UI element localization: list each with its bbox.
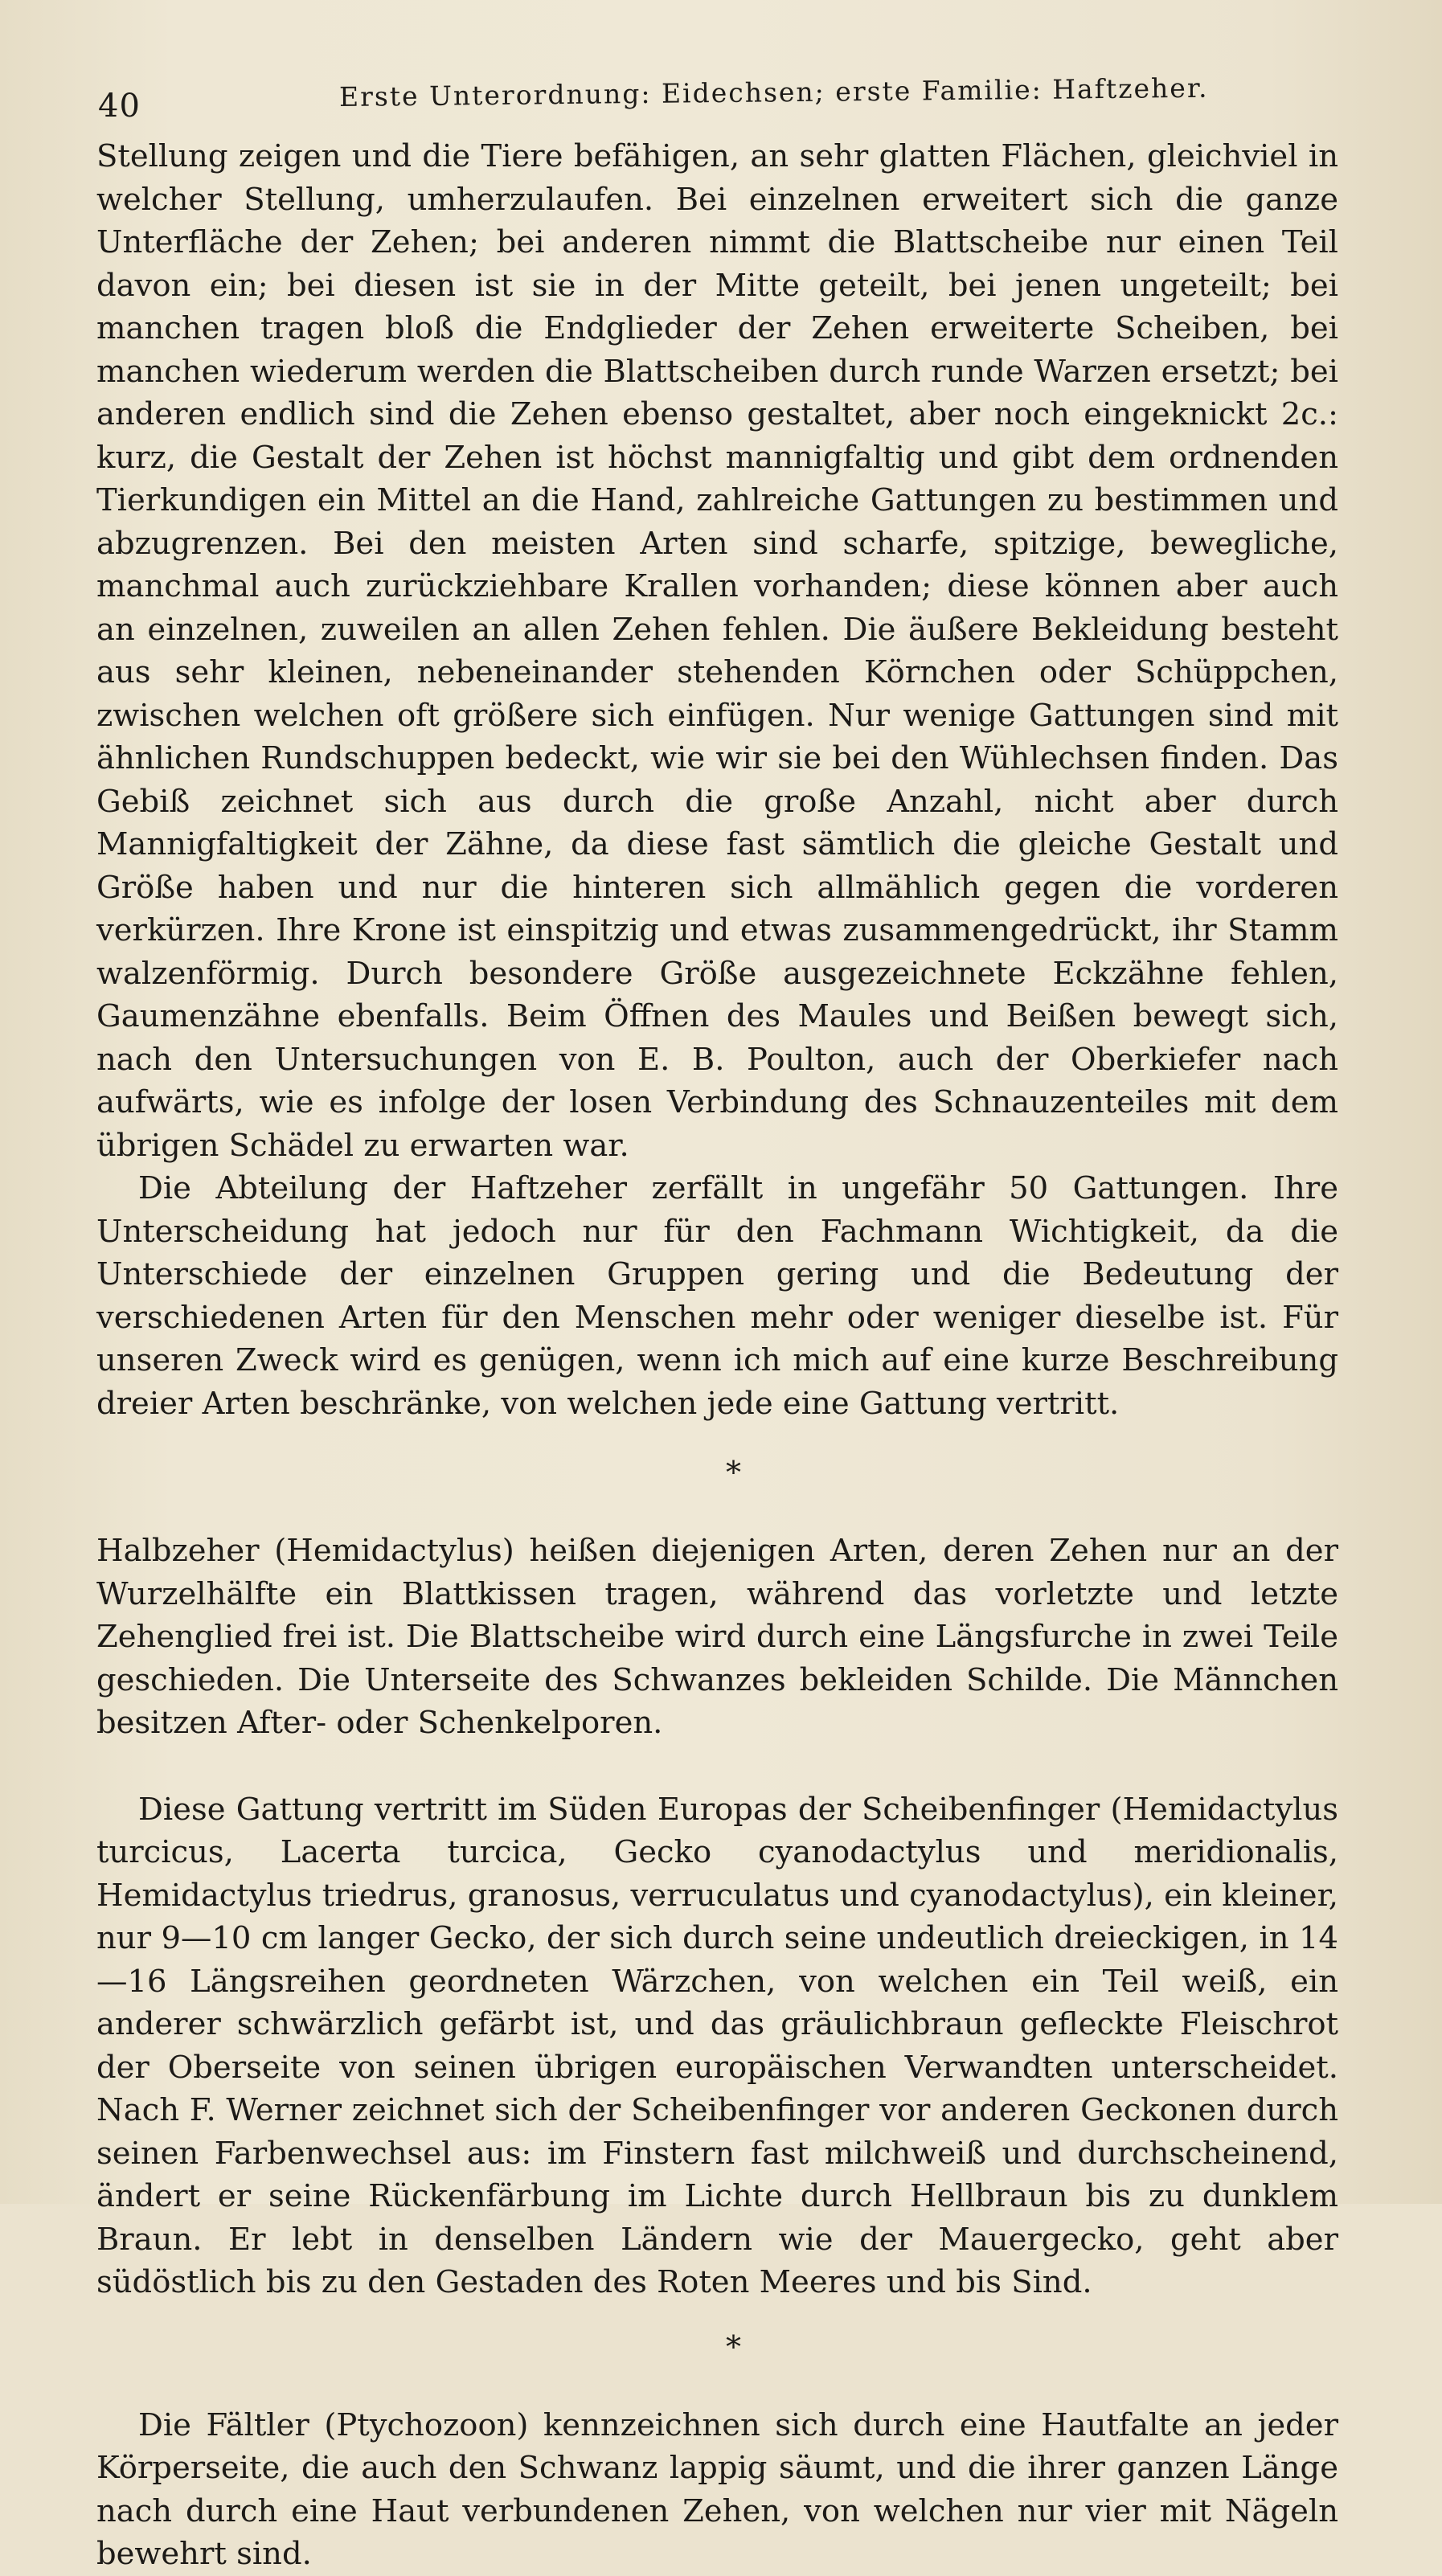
- paragraph-ptychozoon: Die Fältler (Ptychozoon) kennzeichnen sich durch eine Hautfalte an jeder Körperseite, die auch den Schwanz lappig säumt, und die ihrer ganzen Länge nach durch eine Haut verbundenen Zehen, von welchen nur vier mit Nägeln bewehrt sind.: [96, 2406, 1338, 2572]
- page-body: [96, 135, 1338, 2576]
- page-number: 40: [98, 88, 141, 125]
- section-separator-star: *: [726, 2328, 741, 2365]
- paragraph-genera-overview: Die Abteilung der Haftzeher zerfällt in ungefähr 50 Gattungen. Ihre Unterscheidung hat jedoch nur für den Fachmann Wichtigkeit, da die Unterschiede der einzelnen Gruppen gering und die Bedeutung der verschiedenen Arten für den Menschen mehr oder weniger dieselbe ist. Für unseren Zweck wird es genügen, wenn ich mich auf eine kurze Beschreibung dreier Arten beschränke, von welchen jede eine Gattung vertritt.: [96, 1170, 1338, 1422]
- paragraph-gap: [96, 1745, 1338, 1788]
- running-head: Erste Unterordnung: Eidechsen; erste Familie: Haftzeher.: [338, 72, 1209, 113]
- paragraph-hemidactylus-genus: Halbzeher (Hemidactylus) heißen diejenigen Arten, deren Zehen nur an der Wurzelhälfte ein Blattkissen tragen, während das vorletzte und letzte Zehenglied frei ist. Die Blattscheibe wird durch eine Längsfurche in zwei Teile geschieden. Die Unterseite des Schwanzes bekleiden Schilde. Die Männchen besitzen After- oder Schenkelporen.: [96, 1533, 1338, 1741]
- page-header: [98, 72, 1352, 125]
- paragraph-scheibenfinger: Diese Gattung vertritt im Süden Europas der Scheibenfinger (Hemidactylus turcicus, Lacerta turcica, Gecko cyanodactylus und meridionalis, Hemidactylus triedrus, granosus, verruculatus und cyanodactylus), ein kleiner, nur 9—10 cm langer Gecko, der sich durch seine undeutlich dreieckigen, in 14—16 Längsreihen geordneten Wärzchen, von welchen ein Teil weiß, ein anderer schwärzlich gefärbt ist, und das gräulichbraun gefleckte Fleischrot der Oberseite von seinen übrigen europäischen Verwandten unterscheidet. Nach F. Werner zeichnet sich der Scheibenfinger vor anderen Geckonen durch seinen Farbenwechsel aus: im Finstern fast milchweiß und durchscheinend, ändert er seine Rückenfärbung im Lichte durch Hellbraun bis zu dunklem Braun. Er lebt in denselben Ländern wie der Mauergecko, geht aber südöstlich bis zu den Gestaden des Roten Meeres und bis Sind.: [96, 1791, 1338, 2300]
- paragraph-gecko-toes: Stellung zeigen und die Tiere befähigen, an sehr glatten Flächen, gleichviel in welcher Stellung, umherzulaufen. Bei einzelnen erweitert sich die ganze Unterfläche der Zehen; bei anderen nimmt die Blattscheibe nur einen Teil davon ein; bei diesen ist sie in der Mitte geteilt, bei jenen ungeteilt; bei manchen tragen bloß die Endglieder der Zehen erweiterte Scheiben, bei manchen wiederum werden die Blattscheiben durch runde Warzen ersetzt; bei anderen endlich sind die Zehen ebenso gestaltet, aber noch eingeknickt 2c.: kurz, die Gestalt der Zehen ist höchst mannigfaltig und gibt dem ordnenden Tierkundigen ein Mittel an die Hand, zahlreiche Gattungen zu bestimmen und abzugrenzen. Bei den meisten Arten sind scharfe, spitzige, bewegliche, manchmal auch zurückziehbare Krallen vorhanden; diese können aber auch an einzelnen, zuweilen an allen Zehen fehlen. Die äußere Bekleidung besteht aus sehr kleinen, nebeneinander stehenden Körnchen oder Schüppchen, zwischen welchen oft größere sich einfügen. Nur wenige Gattungen sind mit ähnlichen Rundschuppen bedeckt, wie wir sie bei den Wühlechsen finden. Das Gebiß zeichnet sich aus durch die große Anzahl, nicht aber durch Mannigfaltigkeit der Zähne, da diese fast sämtlich die gleiche Gestalt und Größe haben und nur die hinteren sich allmählich gegen die vorderen verkürzen. Ihre Krone ist einspitzig und etwas zusammengedrückt, ihr Stamm walzenförmig. Durch besondere Größe ausgezeichnete Eckzähne fehlen, Gaumenzähne ebenfalls. Beim Öffnen des Maules und Beißen bewegt sich, nach den Untersuchungen von E. B. Poulton, auch der Oberkiefer nach aufwärts, wie es infolge der losen Verbindung des Schnauzenteiles mit dem übrigen Schädel zu erwarten war.: [96, 138, 1338, 1164]
- section-separator-star: *: [726, 1455, 741, 1490]
